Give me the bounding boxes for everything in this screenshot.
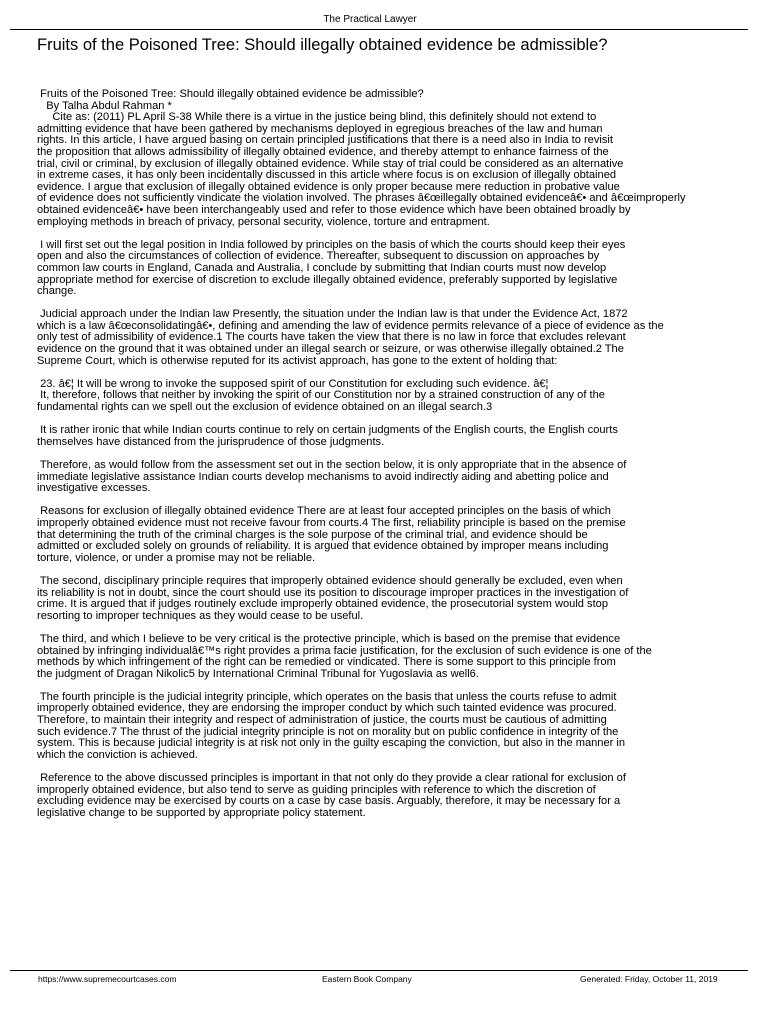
paragraph (37, 692, 768, 762)
text-line: such evidence.7 The thrust of the judicial integrity principle is not on morality but on public confidence in integrity of the (37, 725, 619, 738)
paragraph (37, 576, 768, 622)
text-line: Therefore, as would follow from the assessment set out in the section below, it is only appropriate that in the absence of (37, 459, 627, 471)
text-line: Reference to the above discussed principles is important in that not only do they provide a clear rational for exclusion of (37, 772, 626, 785)
paragraph (37, 773, 768, 819)
text-line: fundamental rights can we spell out the exclusion of evidence obtained on an illegal search.3 (37, 401, 493, 414)
footer-rule (10, 970, 748, 971)
text-line: only test of admissibility of evidence.1 The courts have taken the view that there is no law in force that excludes relevant (37, 331, 626, 344)
text-line: obtained evidenceâ€• have been interchangeably used and refer to those evidence which have been obtained broadly by (37, 203, 631, 216)
text-line: Reasons for exclusion of illegally obtained evidence There are at least four accepted principles on the basis of which (37, 505, 611, 518)
text-line: resorting to improper techniques as they would cease to be useful. (37, 609, 364, 622)
text-line: employing methods in breach of privacy, personal security, violence, torture and entrapment. (37, 215, 490, 228)
text-line: Fruits of the Poisoned Tree: Should illegally obtained evidence be admissible? (37, 88, 424, 100)
article-body (37, 89, 768, 831)
text-line: rights. In this article, I have argued basing on certain principled justifications that there is a need also in India to revisit (37, 134, 613, 147)
text-line: legislative change to be supported by appropriate policy statement. (37, 806, 366, 819)
text-line: The fourth principle is the judicial integrity principle, which operates on the basis that unless the courts refuse to admit (37, 690, 617, 703)
text-line: I will first set out the legal position in India followed by principles on the basis of which the courts should keep their eyes (37, 238, 626, 251)
paragraph (37, 240, 768, 298)
text-line: Supreme Court, which is otherwise reputed for its activist approach, has gone to the extent of holding that: (37, 354, 558, 367)
text-line: evidence on the ground that it was obtained under an illegal search or seizure, or was otherwise illegally obtained.2 The (37, 343, 624, 356)
text-line: improperly obtained evidence must not receive favour from courts.4 The first, reliability principle is based on the premise (37, 516, 626, 529)
text-line: Judicial approach under the Indian law Presently, the situation under the Indian law is that under the Evidence Act, 1872 (37, 308, 628, 321)
text-line: torture, violence, or under a promise may not be reliable. (37, 551, 316, 564)
text-line: Therefore, to maintain their integrity and respect of administration of justice, the courts must be cautious of admitting (37, 714, 607, 727)
text-line: It, therefore, follows that neither by invoking the spirit of our Constitution nor by a strained construction of any of the (37, 389, 605, 402)
text-line: admitting evidence that have been gathered by mechanisms deployed in egregious breaches of the law and human (37, 122, 603, 135)
text-line: that determining the truth of the criminal charges is the sole purpose of the criminal trial, and evidence should be (37, 528, 588, 541)
text-line: the proposition that allows admissibility of illegally obtained evidence, and thereby attempt to enhance fairness of the (37, 145, 609, 158)
text-line: immediate legislative assistance Indian courts develop mechanisms to avoid indirectly aiding and abetting police and (37, 470, 609, 483)
text-line: of evidence does not sufficiently vindicate the violation involved. The phrases â€œillegally obtained evidenceâ€• and â€œimproperly (37, 192, 686, 205)
text-line: By Talha Abdul Rahman * (37, 99, 172, 112)
paragraph (37, 634, 768, 680)
text-line: which is a law â€œconsolidatingâ€•, defining and amending the law of evidence permits relevance of a piece of evidence as the (37, 319, 664, 332)
text-line: evidence. I argue that exclusion of illegally obtained evidence is only proper because mere reduction in probative value (37, 180, 620, 193)
text-line: obtained by infringing individualâ€™s right provides a prima facie justification, for the exclusion of such evidence is one of the (37, 644, 652, 657)
paragraph (37, 460, 768, 495)
footer-publisher: Eastern Book Company (322, 974, 412, 984)
text-line: in extreme cases, it has only been incidentally discussed in this article where focus is on exclusion of illegally obtained (37, 169, 617, 182)
text-line: investigative excesses. (37, 482, 151, 495)
text-line: themselves have distanced from the jurisprudence of those judgments. (37, 435, 385, 448)
footer-url: https://www.supremecourtcases.com (38, 974, 177, 984)
text-line: change. (37, 285, 77, 298)
text-line: methods by which infringement of the right can be remedied or vindicated. There is some support to this principle from (37, 656, 616, 669)
document-title: Fruits of the Poisoned Tree: Should illegally obtained evidence be admissible? (37, 36, 608, 54)
text-line: The second, disciplinary principle requires that improperly obtained evidence should generally be excluded, even when (37, 574, 623, 587)
paragraph (37, 379, 768, 414)
text-line: system. This is because judicial integrity is at risk not only in the guilty escaping the conviction, but also in the manner in (37, 737, 626, 750)
footer-generated: Generated: Friday, October 11, 2019 (580, 974, 718, 984)
text-line: crime. It is argued that if judges routinely exclude improperly obtained evidence, the prosecutorial system would stop (37, 598, 609, 611)
text-line: improperly obtained evidence, but also tend to serve as guiding principles with reference to which the discretion of (37, 783, 596, 796)
text-line: excluding evidence may be exercised by courts on a case by case basis. Arguably, therefore, it may be necessary for a (37, 795, 621, 808)
running-head: The Practical Lawyer (323, 14, 417, 25)
text-line: admitted or excluded solely on grounds of reliability. It is argued that evidence obtained by improper means including (37, 540, 609, 553)
text-line: trial, civil or criminal, by exclusion of illegally obtained evidence. While stay of trial could be considered as an alternative (37, 157, 624, 170)
text-line: 23. â€¦ It will be wrong to invoke the supposed spirit of our Constitution for excluding such evidence. â€¦ (37, 377, 549, 390)
text-line: the judgment of Dragan Nikolic5 by International Criminal Tribunal for Yugoslavia as well6. (37, 667, 479, 680)
text-line: which the conviction is achieved. (37, 748, 198, 761)
paragraph (37, 425, 768, 448)
header-rule (10, 29, 748, 30)
text-line: open and also the circumstances of collection of evidence. Thereafter, subsequent to discussion on approaches by (37, 250, 600, 263)
paragraph (37, 309, 768, 367)
text-line: The third, and which I believe to be very critical is the protective principle, which is based on the premise that evidence (37, 632, 621, 645)
text-line: improperly obtained evidence, they are endorsing the improper conduct by which such tainted evidence was procured. (37, 702, 617, 715)
text-line: common law courts in England, Canada and Australia, I conclude by submitting that Indian courts must now develop (37, 261, 607, 274)
text-line: appropriate method for exercise of discretion to exclude illegally obtained evidence, preferably supported by legislative (37, 273, 618, 286)
text-line: Cite as: (2011) PL April S-38 While there is a virtue in the justice being blind, this definitely should not extend to (37, 111, 597, 124)
text-line: its reliability is not in doubt, since the court should use its position to discourage improper practices in the investigation of (37, 586, 629, 599)
text-line: It is rather ironic that while Indian courts continue to rely on certain judgments of the English courts, the English courts (37, 424, 618, 437)
paragraph (37, 506, 768, 564)
paragraph (37, 89, 768, 228)
